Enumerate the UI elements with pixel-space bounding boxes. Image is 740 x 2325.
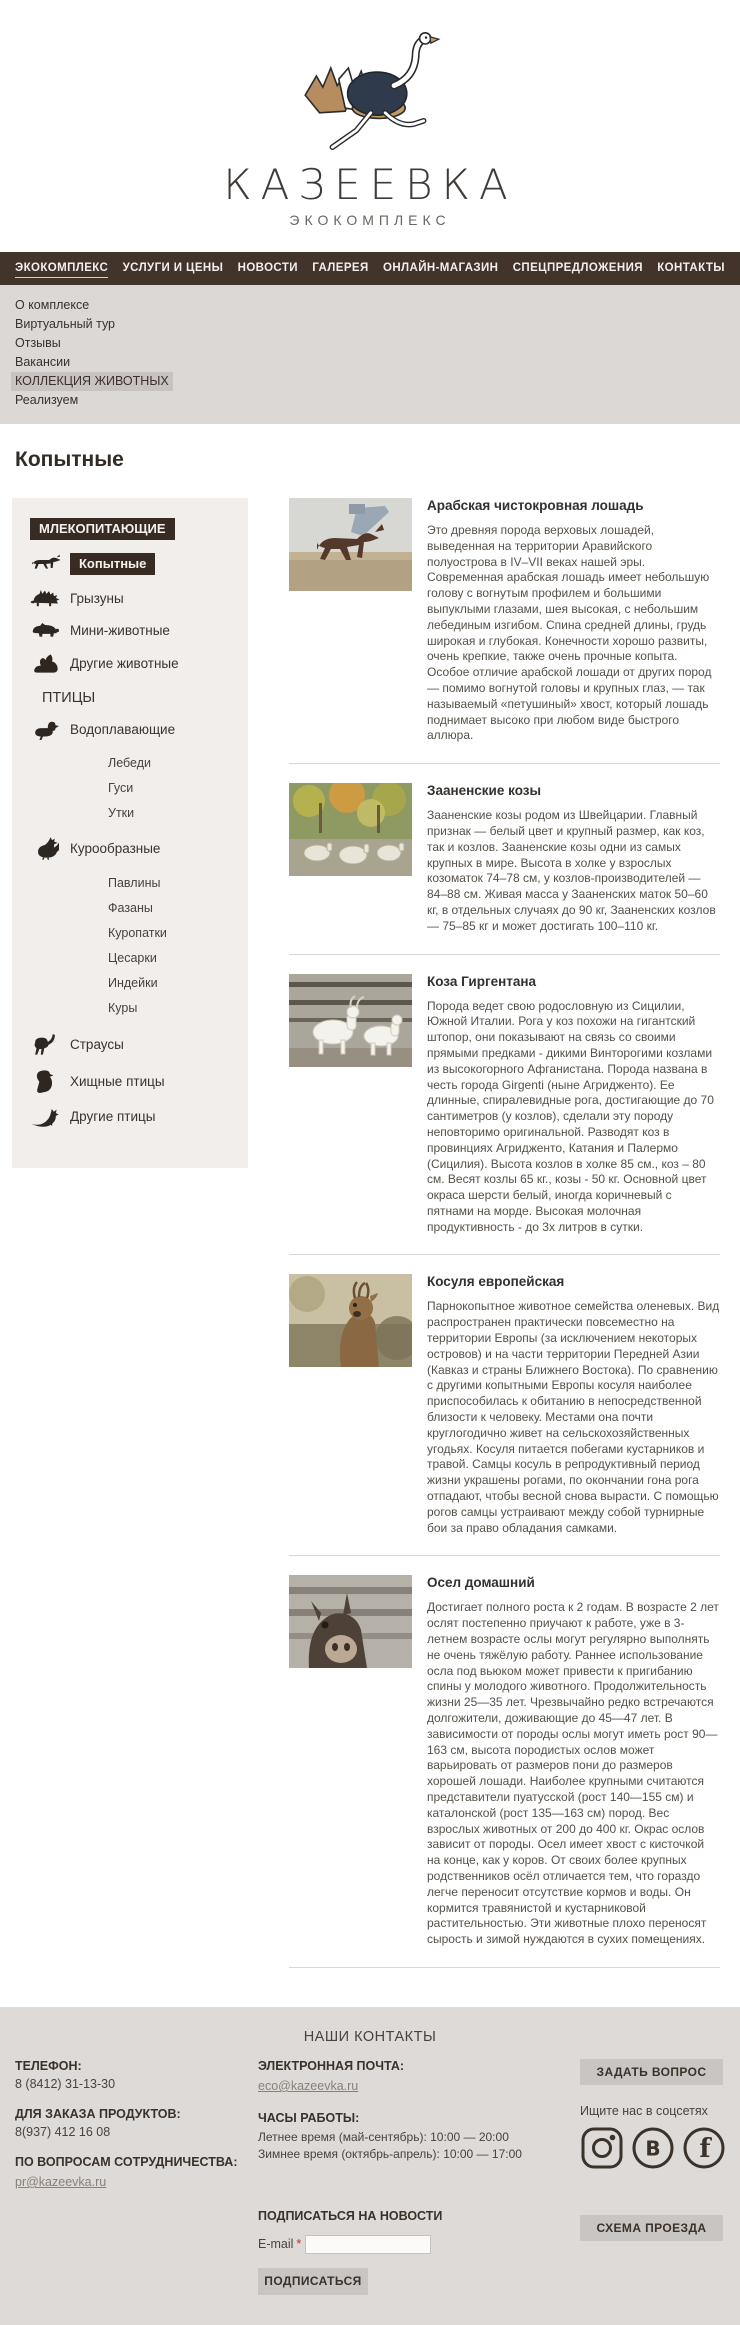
peacock-icon [30,1106,60,1127]
sidebar-subitem-partridges[interactable]: Куропатки [108,926,167,940]
sidebar-item-hoofed[interactable] [30,553,248,575]
duck-icon [30,719,60,740]
girgentana-goat-photo [289,974,412,1067]
footer-phones-column [15,2059,258,2295]
sidebar-item-label: Мини-животные [70,623,170,638]
rabbit-icon [30,653,60,674]
sidebar-subitem-geese[interactable]: Гуси [108,781,134,795]
hours-winter: Зимнее время (октябрь-апрель): 10:00 — 17:00 [258,2146,522,2161]
email-link[interactable]: eco@kazeevka.ru [258,2078,359,2093]
vk-icon[interactable] [631,2126,675,2175]
phone-label: ТЕЛЕФОН: [15,2058,82,2073]
sidebar-item-label: Другие птицы [70,1109,156,1124]
animal-title: Осел домашний [427,1575,535,1591]
instagram-icon[interactable] [580,2126,624,2175]
sidebar-item-ostriches[interactable] [30,1032,248,1056]
svg-text:f: f [699,2133,711,2164]
route-map-button[interactable]: СХЕМА ПРОЕЗДА [580,2215,723,2241]
phone-number: 8 (8412) 31-13-30 [15,2076,116,2091]
site-header [0,0,740,252]
eagle-icon [30,1069,60,1093]
ask-question-button[interactable]: ЗАДАТЬ ВОПРОС [580,2059,723,2085]
galliformes-sublist [108,873,248,1019]
entry-text [427,1274,720,1536]
hours-label: ЧАСЫ РАБОТЫ: [258,2110,360,2125]
subscribe-label: ПОДПИСАТЬСЯ НА НОВОСТИ [258,2208,443,2223]
animal-title: Зааненские козы [427,783,541,799]
animal-entries [289,498,720,1987]
site-footer [0,2007,740,2325]
animal-entry-roe-deer [289,1274,720,1556]
entry-text [427,783,720,934]
sidebar-item-label: Водоплавающие [70,722,176,737]
animal-description: Достигает полного роста к 2 годам. В возрасте 2 лет ослят постепенно приучают к работе, уже в 3-летнем возрасте ослы могут регулярно выполнять не очень тяжёлую работу. Раннее использование осла под вьюком может привести к пригибанию спины у молодого животного. Продолжительность жизни 25—35 лет. Чрезвычайно редко встречаются долгожители, доживающие до 45—47 лет. В зависимости от породы ослы могут иметь рост 90—163 см, высота породистых ослов может варьировать от размеров пони до размеров хорошей лошади. Наиболее крупными считаются представители пуатусской (рост 140—155 см) и каталонской (рост 135—163 см) пород. Вес взрослых животных от 200 до 400 кг. Окрас ослов зависит от породы. Осел имеет хвост с кисточкой на конце, как у коров. От своих более крупных родственников осёл отличается тем, что гораздо легче переносит отсутствие кормов и воды. Он кормится травянистой и кустарниковой растительностью. Эти животные плохо переносят сырость и зимой нуждаются в сухих помещениях. [427,1600,719,1947]
rooster-icon [30,837,60,860]
running-ostrich-logo [255,28,485,156]
animal-description: Парнокопытное животное семейства оленевых. Вид распространен практически повсеместно на территории Европы (за исключением некоторых островов) и на части территории Передней Азии (Кавказ и страны Ближнего Востока). По сравнению с другими копытными Европы косуля наиболее приспособилась к обитанию в непосредственной близости к человеку. Местами она почти круглогодично живет на сельскохозяйственных угодьях. Косуля питается побегами кустарников и травой. Самцы косуль в репродуктивный период жизни украшены рогами, по окончании гона рога отпадают, чтобы весной снова вырасти. С помощью рогов самцы устраивают между собой турнирные бои за право обладания самками. [427,1299,720,1535]
sidebar-subitem-swans[interactable]: Лебеди [108,756,151,770]
sidebar-item-label: Курообразные [70,841,161,856]
top-nav [0,252,740,285]
sidebar-item-label: Копытные [70,553,155,575]
donkey-photo [289,1575,412,1668]
hours-summer: Летнее время (май-сентябрь): 10:00 — 20:00 [258,2129,509,2144]
animal-entry-arabian-horse [289,498,720,764]
animal-title: Коза Гиргентана [427,973,537,989]
entry-text [427,1575,720,1948]
animal-categories-sidebar [12,498,248,1168]
nav-special-offers[interactable]: СПЕЦПРЕДЛОЖЕНИЯ [512,262,643,274]
porcupine-icon [30,588,60,608]
content-area [0,498,740,1987]
cooperation-label: ПО ВОПРОСАМ СОТРУДНИЧЕСТВА: [15,2154,238,2169]
email-label: ЭЛЕКТРОННАЯ ПОЧТА: [258,2058,405,2073]
sidebar-subitem-pheasants[interactable]: Фазаны [108,901,153,915]
sidebar-subitem-guinea-fowl[interactable]: Цесарки [108,951,157,965]
nav-ecocomplex[interactable]: ЭКОКОМПЛЕКС [15,252,108,285]
sidebar-item-waterfowl[interactable] [30,719,248,740]
animal-description: Зааненские козы родом из Швейцарии. Главный признак — белый цвет и крупный размер, как коз, так и козлов. Зааненские козы одни из самых крупных в мире. Высота в холке у взрослых козоматок 74–78 см, у козлов-производителей — 84–88 см. Живая масса у Зааненских маток 50–60 кг, в отдельных случаях до 90 кг, Зааненских козлов — 75–85 кг и может достигать 100–110 кг. [427,808,716,933]
submenu-virtual-tour[interactable]: Виртуальный тур [15,317,115,331]
animal-entry-donkey [289,1575,720,1968]
sidebar-item-birds-of-prey[interactable] [30,1069,248,1093]
sidebar-item-other-animals[interactable] [30,653,248,674]
animal-title: Арабская чистокровная лошадь [427,498,644,513]
subscribe-button[interactable]: ПОДПИСАТЬСЯ [258,2268,368,2295]
animal-entry-saanen-goats [289,783,720,954]
svg-text:В: В [645,2136,661,2161]
animal-description: Порода ведет свою родословную из Сицилии, Южной Италии. Рога у коз похожи на гигантский штопор, они показывают на связь со своими прямыми предками - дикими Винторогими козлами из высокогорного Афганистана. Порода названа в честь города Girgenti (ныне Агридженто). Ее длинные, спиралевидные рога, достигающие до 70 сантиметров (у козлов), сделали эту породу неповторимо оригинальной. Разводят коз в провинциях Агридженто, Катания и Палермо (Сицилия). Высота козлов в холке 85 см., коз – 80 см. Весят козлы 65 кг., козы - 50 кг. Основной цвет окраса шерсти белый, иногда коричневый с пятнами на морде. Высокая молочная продуктивность - до 3х литров в сутки. [427,998,714,1234]
ecocomplex-submenu [0,285,740,424]
sidebar-subitem-peacocks[interactable]: Павлины [108,876,161,890]
social-label: Ищите нас в соцсетях [580,2103,708,2118]
submenu-about[interactable]: О комплексе [15,298,90,312]
nav-online-shop[interactable]: ОНЛАЙН-МАГАЗИН [382,262,499,274]
subscribe-block [258,2209,565,2295]
pig-icon [30,621,60,640]
footer-heading: НАШИ КОНТАКТЫ [303,2028,437,2045]
animal-description: Это древняя порода верховых лошадей, выведенная на территории Аравийского полуострова в IV–VII веках нашей эры. Современная арабская лошадь имеет небольшую голову с вогнутым профилем и большими выпуклыми глазами, шея высокая, с небольшим лебединым изгибом. Спина средней длины, грудь широкая и глубокая. Конечности хорошо развиты, очень крепкие, также очень прочные копыта. Особое отличие арабской лошади от других пород — помимо вогнутой головы и крупных глаз, — так называемый «петушиный» хвост, который лошадь поднимает высоко при любом виде быстрого аллюра. [427,523,712,743]
cooperation-email-link[interactable]: pr@kazeevka.ru [15,2174,107,2189]
sidebar-item-label: Грызуны [70,590,124,606]
nav-contacts[interactable]: КОНТАКТЫ [657,262,725,274]
saanen-goats-photo [289,783,412,876]
footer-info-column [258,2059,565,2295]
sidebar-item-label: Другие животные [70,656,179,671]
nav-news[interactable]: НОВОСТИ [237,262,298,274]
section-label: МЛЕКОПИТАЮЩИЕ [30,518,175,540]
footer-actions-column [580,2059,725,2295]
animal-title: Косуля европейская [427,1274,565,1290]
sidebar-item-galliformes[interactable] [30,837,248,860]
orders-phone-number: 8(937) 412 16 08 [15,2124,111,2139]
submenu-reviews[interactable]: Отзывы [15,336,61,350]
ostrich-icon [30,1032,60,1056]
orders-label: ДЛЯ ЗАКАЗА ПРОДУКТОВ: [15,2106,181,2121]
nav-services-prices[interactable]: УСЛУГИ И ЦЕНЫ [122,262,224,274]
submenu-vacancies[interactable]: Вакансии [15,355,71,369]
horse-icon [30,554,60,574]
roe-deer-photo [289,1274,412,1367]
brand-tagline: ЭКОКОМПЛЕКС [289,212,451,228]
sidebar-subitem-ducks[interactable]: Утки [108,806,135,820]
subscribe-email-input[interactable] [305,2235,431,2254]
sidebar-section-mammals [30,518,248,540]
sidebar-subitem-chickens[interactable]: Куры [108,1001,138,1015]
sidebar-item-label: Страусы [70,1036,124,1052]
submenu-animal-collection[interactable]: КОЛЛЕКЦИЯ ЖИВОТНЫХ [11,372,173,391]
waterfowl-sublist [108,753,248,824]
sidebar-item-label: Хищные птицы [70,1073,165,1089]
arabian-horse-photo [289,498,412,591]
brand-name: КАЗЕЕВКА [223,160,517,209]
social-icons [580,2126,725,2175]
submenu-realizuem[interactable]: Реализуем [15,393,79,407]
nav-gallery[interactable]: ГАЛЕРЕЯ [312,262,369,274]
email-field-label: E-mail * [258,2237,302,2252]
required-asterisk: * [296,2237,302,2252]
page-title: Копытные [15,448,124,471]
sidebar-item-mini-animals[interactable] [30,621,248,640]
sidebar-item-rodents[interactable] [30,588,248,608]
entry-text [427,498,720,744]
animal-entry-girgentana-goat [289,974,720,1256]
sidebar-section-birds: ПТИЦЫ [42,690,96,706]
facebook-icon[interactable] [682,2126,726,2175]
entry-text [427,974,720,1236]
sidebar-subitem-turkeys[interactable]: Индейки [108,976,158,990]
sidebar-item-other-birds[interactable] [30,1106,248,1127]
